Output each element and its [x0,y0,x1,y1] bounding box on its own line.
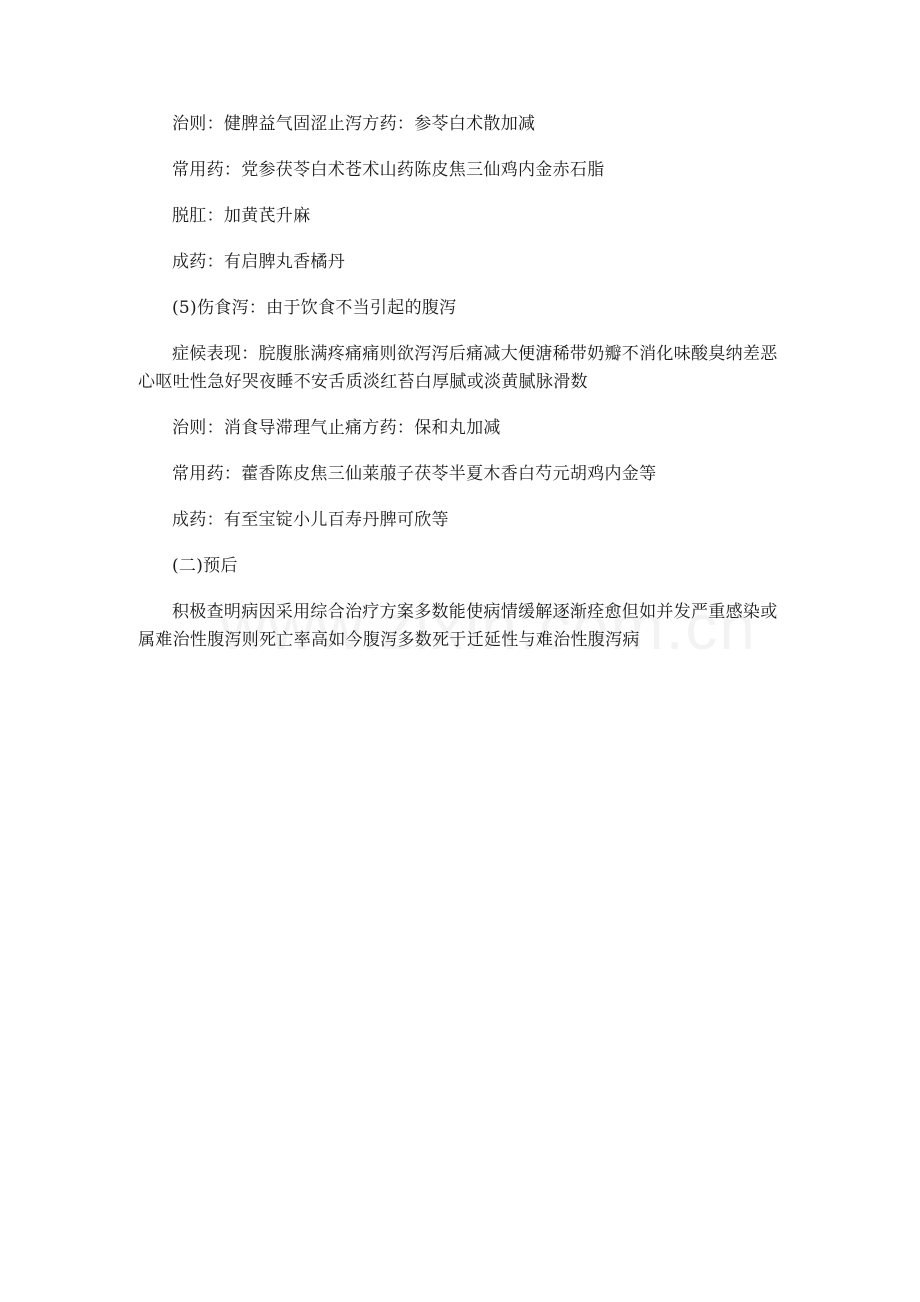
paragraph-food-injury-diarrhea: (5)伤食泻：由于饮食不当引起的腹泻 [172,298,457,318]
paragraph-patent-medicine: 成药：有启脾丸香橘丹 [172,252,345,272]
section-heading-prognosis: (二)预后 [172,556,238,576]
paragraph-common-herbs: 常用药：党参茯苓白术苍术山药陈皮焦三仙鸡内金赤石脂 [172,160,605,180]
paragraph-treatment-principle-2: 治则：消食导滞理气止痛方药：保和丸加减 [172,418,501,438]
paragraph-patent-medicine-2: 成药：有至宝锭小儿百寿丹脾可欣等 [172,510,449,530]
paragraph-treatment-principle: 治则：健脾益气固涩止泻方药：参苓白术散加减 [172,114,536,134]
paragraph-common-herbs-2: 常用药：藿香陈皮焦三仙莱菔子茯苓半夏木香白芍元胡鸡内金等 [172,464,657,484]
paragraph-symptoms: 症候表现：脘腹胀满疼痛痛则欲泻泻后痛减大便溏稀带奶瓣不消化味酸臭纳差恶心呕吐性急好哭夜睡不安舌质淡红苔白厚腻或淡黄腻脉滑数 [138,344,778,392]
document-body [138,110,788,672]
paragraph-prolapse: 脱肛：加黄芪升麻 [172,206,311,226]
paragraph-prognosis: 积极查明病因采用综合治疗方案多数能使病情缓解逐渐痊愈但如并发严重感染或属难治性腹泻则死亡率高如今腹泻多数死于迁延性与难治性腹泻病 [138,602,778,650]
